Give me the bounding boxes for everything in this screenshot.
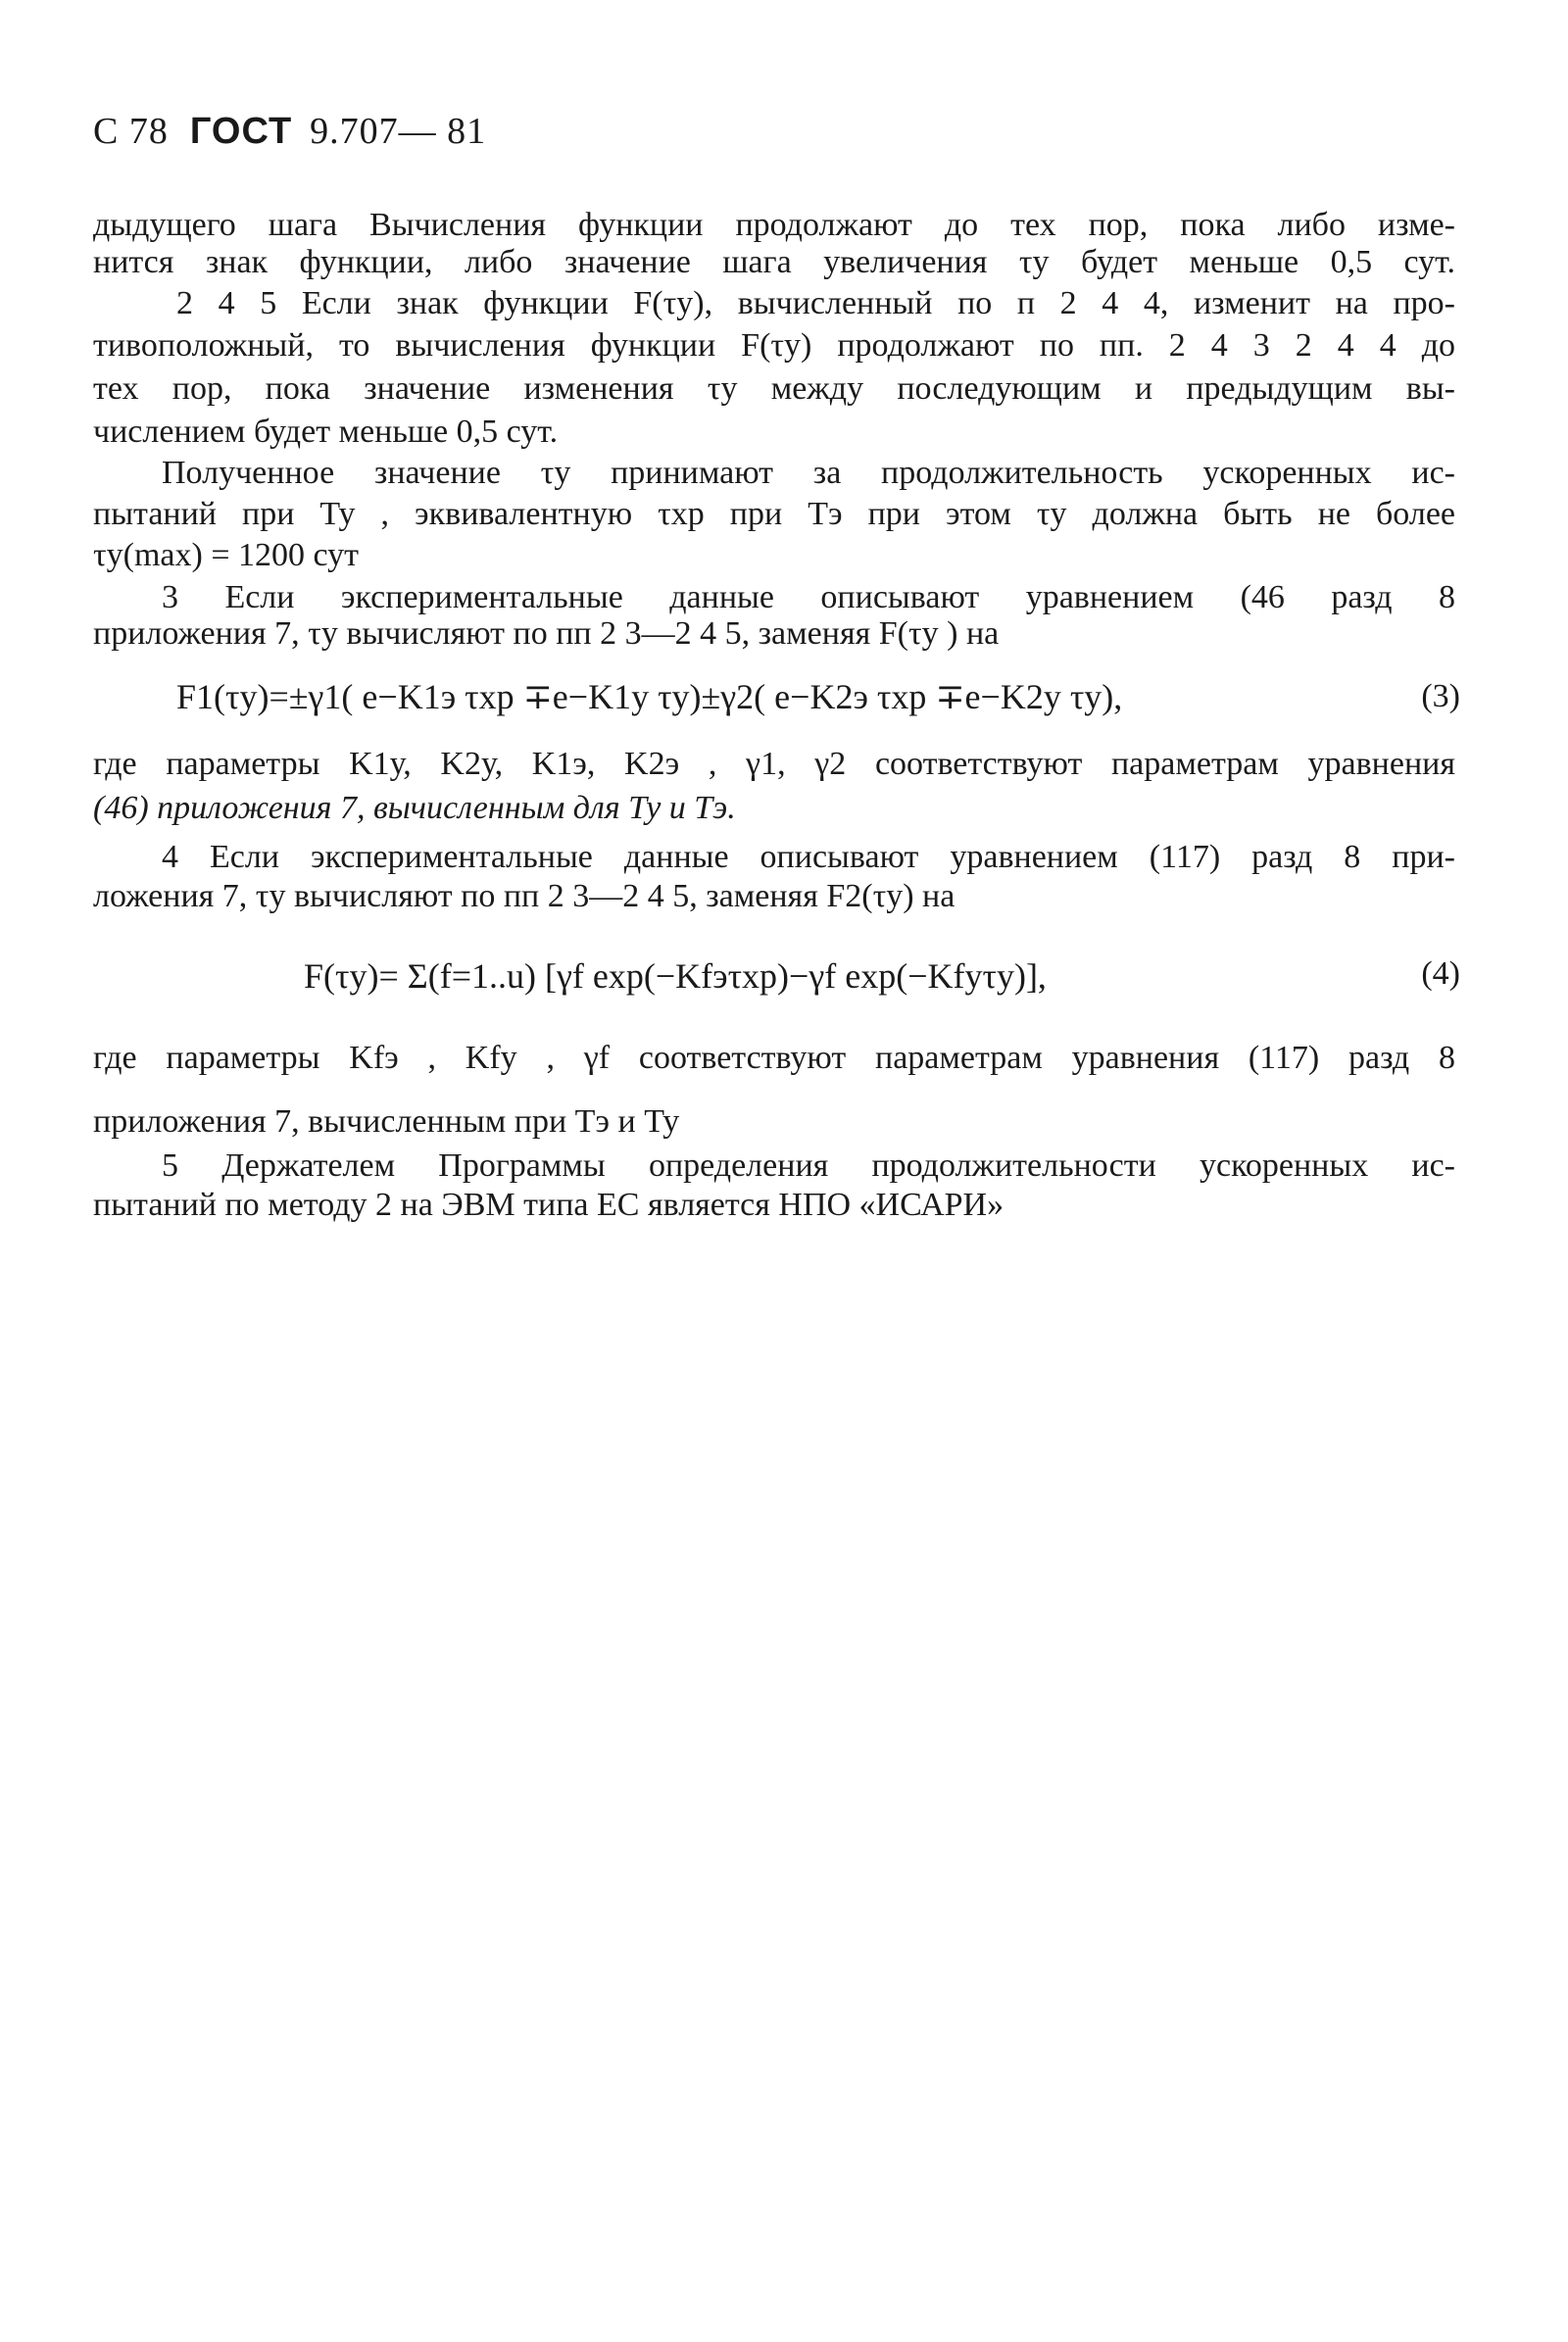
text-line: 4 Если экспериментальные данные описывают уравнением (117) разд 8 при-	[162, 839, 1455, 875]
text-line: дыдущего шага Вычисления функции продолжают до тех пор, пока либо изме-	[93, 207, 1455, 243]
page-header	[93, 110, 486, 153]
text-line: тех пор, пока значение изменения τу между последующим и предыдущим вы-	[93, 370, 1455, 407]
text-line: 2 4 5 Если знак функции F(τу), вычисленный по п 2 4 4, изменит на про-	[176, 285, 1455, 321]
page-label: С 78	[93, 111, 169, 152]
text-line: пытаний по методу 2 на ЭВМ типа ЕС является НПО «ИСАРИ»	[93, 1187, 1004, 1223]
text-line: нится знак функции, либо значение шага увеличения τу будет меньше 0,5 сут.	[93, 244, 1455, 280]
text-line: Полученное значение τу принимают за продолжительность ускоренных ис-	[162, 455, 1455, 491]
formula-4: F(τу)= Σ(f=1..u) [γf exp(−Kfэτхр)−γf exp(−Kfуτу)],	[304, 956, 1047, 996]
text-line: приложения 7, вычисленным при Тэ и Ту	[93, 1103, 680, 1140]
text-line: пытаний при Ту , эквивалентную τхр при Тэ при этом τу должна быть не более	[93, 496, 1455, 532]
standard-number: 9.707— 81	[310, 111, 487, 152]
text-line: приложения 7, τу вычисляют по пп 2 3—2 4 5, заменяя F(τу ) на	[93, 615, 1000, 652]
text-line: тивоположный, то вычисления функции F(τу) продолжают по пп. 2 4 3 2 4 4 до	[93, 327, 1455, 364]
formula-3: F1(τу)=±γ1( e−K1э τхр ∓e−K1у τу)±γ2( e−K2э τхр ∓e−K2у τу),	[176, 677, 1123, 716]
text-line: числением будет меньше 0,5 сут.	[93, 414, 559, 450]
text-line: 3 Если экспериментальные данные описывают уравнением (46 разд 8	[162, 579, 1455, 615]
text-line: (46) приложения 7, вычисленным для Ту и Тэ.	[93, 790, 736, 826]
text-line: τу(max) = 1200 сут	[93, 537, 360, 573]
text-line: ложения 7, τу вычисляют по пп 2 3—2 4 5, заменяя F2(τу) на	[93, 878, 956, 914]
text-line: где параметры K1у, K2у, K1э, K2э , γ1, γ2 соответствуют параметрам уравнения	[93, 746, 1455, 782]
text-line: 5 Держателем Программы определения продолжительности ускоренных ис-	[162, 1147, 1455, 1184]
equation-number: (4)	[1421, 955, 1460, 992]
equation-number: (3)	[1421, 678, 1460, 714]
text-line: где параметры Kfэ , Kfу , γf соответствуют параметрам уравнения (117) разд 8	[93, 1040, 1455, 1076]
standard-name: ГОСТ	[189, 111, 293, 152]
